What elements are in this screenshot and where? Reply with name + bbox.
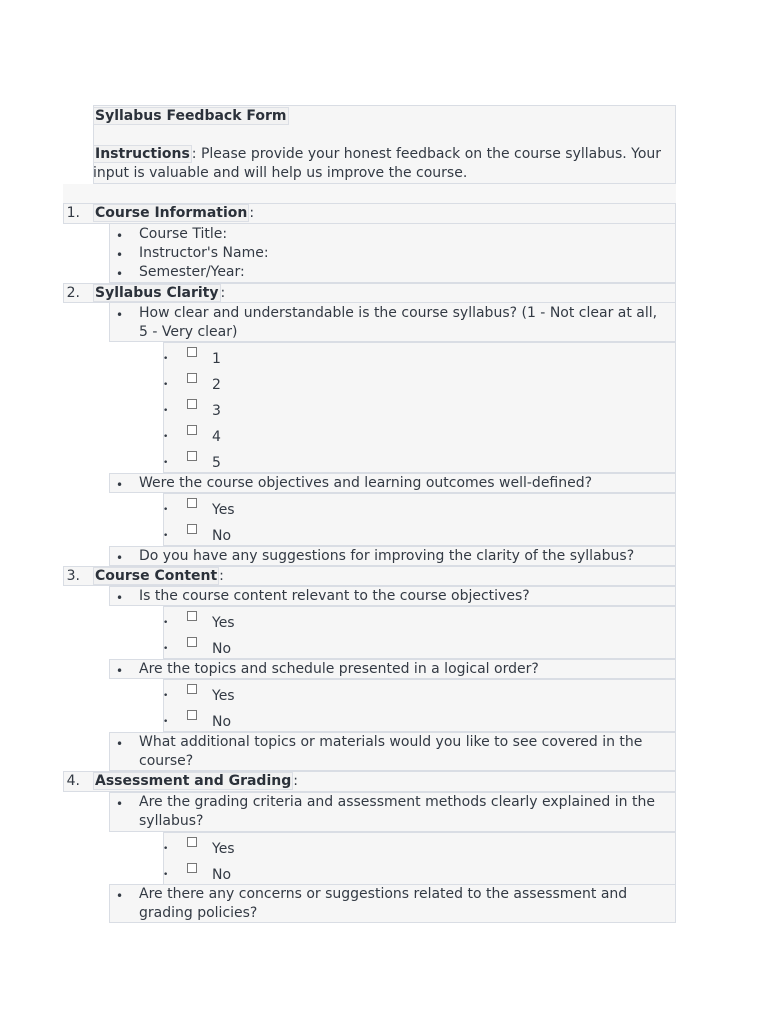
question-additional-topics-text: What additional topics or materials would you like to see covered in the course? <box>139 734 643 769</box>
order-options <box>163 679 676 732</box>
option-label: Yes <box>212 688 235 704</box>
question-clarity-text: How clear and understandable is the course syllabus? (1 - Not clear at all, 5 - Very clear) <box>139 305 658 340</box>
instructions <box>93 145 676 183</box>
question-relevance-text: Is the course content relevant to the course objectives? <box>139 588 530 604</box>
option-label: 5 <box>212 455 221 471</box>
checkbox-clarity-4[interactable] <box>187 425 197 435</box>
section-4-colon: : <box>293 773 298 789</box>
bullet: • <box>116 551 124 565</box>
section-4-number: 4. <box>66 773 80 789</box>
bullet: • <box>116 478 124 492</box>
bullet: • <box>163 844 169 854</box>
form-title <box>93 108 289 124</box>
section-1-colon: : <box>249 205 255 221</box>
option-label: 2 <box>212 377 221 393</box>
bullet: • <box>163 644 169 654</box>
bullet: • <box>163 432 169 442</box>
option-label: Yes <box>212 502 235 518</box>
bullet: • <box>116 248 124 262</box>
bullet: • <box>116 267 124 281</box>
bullet: • <box>163 354 169 364</box>
question-objectives-text: Were the course objectives and learning outcomes well-defined? <box>139 475 593 491</box>
checkbox-clarity-2[interactable] <box>187 373 197 383</box>
option-label: Yes <box>212 841 235 857</box>
bullet: • <box>116 664 124 678</box>
checkbox-clarity-3[interactable] <box>187 399 197 409</box>
bullet: • <box>163 870 169 880</box>
question-order-text: Are the topics and schedule presented in a logical order? <box>139 661 539 677</box>
bullet: • <box>163 505 169 515</box>
section-3-colon: : <box>219 568 224 584</box>
bullet: • <box>163 531 169 541</box>
option-label: No <box>212 641 232 657</box>
bullet: • <box>116 797 124 811</box>
option-label: No <box>212 867 232 883</box>
relevance-options <box>163 606 676 659</box>
checkbox-relevance-no[interactable] <box>187 637 197 647</box>
option-label: No <box>212 528 232 544</box>
section-2-number: 2. <box>66 285 80 301</box>
question-concerns-text: Are there any concerns or suggestions related to the assessment and grading policies? <box>139 886 628 921</box>
section-4-title: Assessment and Grading <box>95 773 292 789</box>
bullet: • <box>163 618 169 628</box>
instructions-text: : Please provide your honest feedback on the course syllabus. Your input is valuable and will help us improve the course. <box>93 146 662 181</box>
section-1-title: Course Information <box>95 205 248 221</box>
field-instructor-name: Instructor's Name: <box>139 245 269 261</box>
bullet: • <box>163 717 169 727</box>
bullet: • <box>116 229 124 243</box>
bullet: • <box>116 737 124 751</box>
section-3-number: 3. <box>66 568 80 584</box>
option-label: No <box>212 714 232 730</box>
bullet: • <box>163 458 169 468</box>
checkbox-grading-yes[interactable] <box>187 837 197 847</box>
checkbox-order-yes[interactable] <box>187 684 197 694</box>
question-suggestions-text: Do you have any suggestions for improving the clarity of the syllabus? <box>139 548 635 564</box>
clarity-options <box>163 342 676 473</box>
grading-options <box>163 832 676 885</box>
checkbox-clarity-1[interactable] <box>187 347 197 357</box>
section-4-heading <box>93 773 298 789</box>
checkbox-order-no[interactable] <box>187 710 197 720</box>
form-title-text: Syllabus Feedback Form <box>95 108 287 124</box>
bullet: • <box>116 889 124 903</box>
checkbox-clarity-5[interactable] <box>187 451 197 461</box>
checkbox-objectives-yes[interactable] <box>187 498 197 508</box>
section-2-heading <box>93 285 225 301</box>
section-1-number: 1. <box>66 205 80 221</box>
option-label: 4 <box>212 429 221 445</box>
spacer-row <box>63 184 676 204</box>
bullet: • <box>163 380 169 390</box>
bullet: • <box>116 308 124 322</box>
section-2-colon: : <box>220 285 226 301</box>
section-3-heading <box>93 568 224 584</box>
checkbox-relevance-yes[interactable] <box>187 611 197 621</box>
section-2-title: Syllabus Clarity <box>95 285 219 301</box>
bullet: • <box>163 691 169 701</box>
bullet: • <box>163 406 169 416</box>
question-grading-text: Are the grading criteria and assessment methods clearly explained in the syllabus? <box>139 794 655 829</box>
field-semester-year: Semester/Year: <box>139 264 245 280</box>
section-3-title: Course Content <box>95 568 218 584</box>
checkbox-objectives-no[interactable] <box>187 524 197 534</box>
option-label: Yes <box>212 615 235 631</box>
field-course-title: Course Title: <box>139 226 228 242</box>
option-label: 1 <box>212 351 221 367</box>
instructions-label: Instructions <box>95 146 190 162</box>
option-label: 3 <box>212 403 221 419</box>
bullet: • <box>116 591 124 605</box>
checkbox-grading-no[interactable] <box>187 863 197 873</box>
section-1-heading <box>93 205 254 221</box>
objectives-options <box>163 493 676 546</box>
